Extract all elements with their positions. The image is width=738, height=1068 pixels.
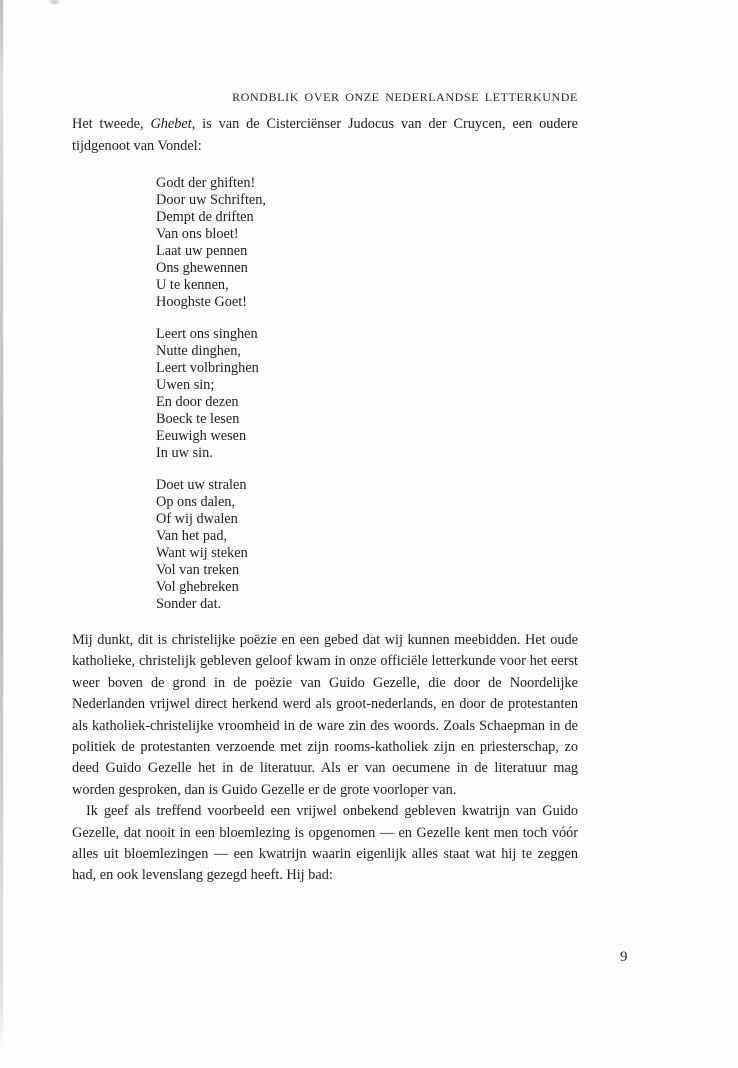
poem-line: In uw sin. [156,445,213,461]
paragraph: Mij dunkt, dit is christelijke poëzie en een gebed dat wij kunnen meebidden. Het oude katholieke, christelijk gebleven geloof kwam in onze officiële letterkunde voor het eerst weer boven de grond in de poëzie van Guido Gezelle, die door de Noordelijke Nederlanden vrijwel direct herkend werd als groot-nederlands, en door de protestanten als katholiek-christelijke vroomheid in de ware zin des woords. Zoals Schaepman in de politiek de protestanten verzoende met zijn rooms-katholiek zijn en priesterschap, zo deed Guido Gezelle het in de literatuur. Als er van oecumene in de literatuur mag worden gesproken, dan is Guido Gezelle er de grote voorloper van. [72,632,578,798]
poem-stanza [156,175,266,311]
scan-edge-artifact [0,0,3,1048]
poem-line: Godt der ghiften! [156,175,256,191]
poem-line: Sonder dat. [156,596,222,612]
poem-stanza [156,477,266,613]
intro-text-before: Het tweede, [72,116,151,132]
poem-line: Op ons dalen, [156,494,236,510]
prose [72,630,578,887]
poem-line: Doet uw stralen [156,477,247,493]
poem-line: Leert volbringhen [156,360,259,376]
poem [156,175,266,613]
poem-line: Van het pad, [156,528,228,544]
poem-line: Nutte dinghen, [156,343,241,359]
page-number: 9 [620,949,628,965]
poem-line: Boeck te lesen [156,411,240,427]
poem-line: U te kennen, [156,277,229,293]
poem-line: Hooghste Goet! [156,294,247,310]
intro-title-italic: Ghebet [150,116,192,132]
poem-line: Vol ghebreken [156,579,239,595]
intro-paragraph [72,114,578,157]
poem-line: Van ons bloet! [156,226,239,242]
poem-line: Ons ghewennen [156,260,248,276]
poem-line: Laat uw pennen [156,243,248,259]
poem-line: Eeuwigh wesen [156,428,247,444]
poem-line: En door dezen [156,394,239,410]
running-head: RONDBLIK OVER ONZE NEDERLANDSE LETTERKUNDE [232,90,578,104]
poem-line: Leert ons singhen [156,326,258,342]
scan-smudge [50,0,59,4]
poem-line: Door uw Schriften, [156,192,266,208]
poem-line: Vol van treken [156,562,240,578]
poem-line: Uwen sin; [156,377,215,393]
paragraph: Ik geef als treffend voorbeeld een vrijwel onbekend gebleven kwatrijn van Guido Gezelle, dat nooit in een bloemlezing is opgenomen — en Gezelle kent men toch vóór alles uit bloemlezingen — een kwatrijn waarin eigenlijk alles staat wat hij te zeggen had, en ook levenslang gezegd heeft. Hij bad: [72,803,578,884]
poem-line: Of wij dwalen [156,511,238,527]
poem-stanza [156,326,266,462]
poem-line: Dempt de driften [156,209,254,225]
intro-text-after: , is van de Cisterciënser Judocus van der Cruycen, een oudere tijdgenoot van Vondel: [72,116,578,154]
poem-line: Want wij steken [156,545,248,561]
